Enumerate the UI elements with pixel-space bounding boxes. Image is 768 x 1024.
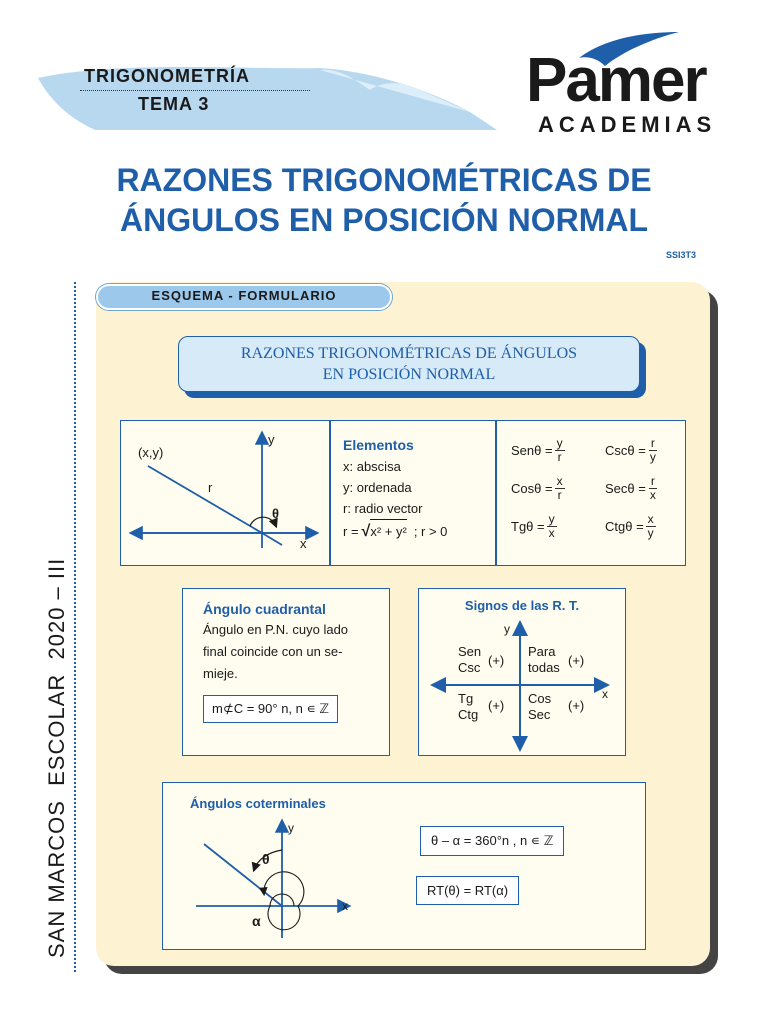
position-diagram	[120, 420, 330, 566]
coterminales-diagram	[162, 782, 646, 950]
elementos-item: y: ordenada	[343, 480, 412, 495]
formula-prefix: r =	[343, 523, 359, 539]
q2-label: Sen Csc	[458, 644, 482, 675]
cuadrantal-text: mieje.	[203, 666, 238, 681]
ratio-cos	[511, 475, 567, 502]
ratio-name: Ctgθ =	[605, 519, 644, 534]
box-title-line-1: RAZONES TRIGONOMÉTRICAS DE ÁNGULOS	[240, 345, 578, 362]
q3-sign: (+)	[488, 698, 505, 713]
elementos-box	[330, 420, 496, 566]
q4-sign: (+)	[568, 698, 585, 713]
ratio-den: y	[649, 450, 656, 464]
ratio-name: Senθ =	[511, 443, 553, 458]
radius-formula	[343, 519, 495, 544]
side-text: SAN MARCOS ESCOLAR 2020 – III	[44, 557, 69, 958]
brand-name: Pamer	[526, 46, 706, 115]
coterminal-formula-1: θ – α = 360°n , n ∊ ℤ	[420, 826, 564, 856]
box-title	[178, 336, 640, 392]
section-tab-label: ESQUEMA - FORMULARIO	[151, 288, 337, 303]
ratio-num: y	[548, 512, 555, 526]
q4-label: Cos Sec	[528, 691, 552, 722]
signos-title: Signos de las R. T.	[464, 598, 580, 613]
header-underline	[80, 90, 310, 91]
q1-label: Para todas	[528, 644, 560, 675]
ratio-num: y	[556, 436, 563, 450]
subject-label: TRIGONOMETRÍA	[84, 66, 250, 86]
y-axis-label: y	[268, 432, 275, 447]
cot-alpha-label: α	[252, 913, 261, 929]
ratio-num: r	[650, 436, 655, 450]
q3-label: Tg Ctg	[458, 691, 479, 722]
ratios-box	[496, 420, 686, 566]
ratio-den: r	[557, 488, 562, 502]
x-axis-label: x	[300, 536, 307, 551]
coterminales-title: Ángulos coterminales	[190, 796, 326, 811]
sqrt-icon: √	[361, 522, 371, 540]
coterminal-formula-2: RT(θ) = RT(α)	[416, 876, 519, 905]
cot-theta-label: θ	[262, 851, 270, 867]
cuadrantal-title: Ángulo cuadrantal	[203, 601, 326, 617]
ratio-den: y	[647, 526, 654, 540]
header-banner	[0, 40, 540, 130]
ratio-den: x	[548, 526, 555, 540]
formula-radicand: x² + y²	[370, 519, 406, 544]
title-line-1: RAZONES TRIGONOMÉTRICAS DE	[116, 162, 652, 198]
point-label: (x,y)	[138, 445, 164, 460]
ratio-den: r	[557, 450, 562, 464]
side-dotted-line	[74, 282, 76, 972]
formula-suffix: ; r > 0	[413, 523, 448, 539]
cuadrantal-box	[182, 588, 390, 756]
ratio-csc	[605, 437, 660, 464]
q1-sign: (+)	[568, 653, 585, 668]
ratio-sen	[511, 437, 567, 464]
doc-code: SSI3T3	[666, 250, 697, 260]
box-title-line-2: EN POSICIÓN NORMAL	[322, 366, 496, 383]
ratio-sec	[605, 475, 660, 502]
ratio-name: Cosθ =	[511, 481, 553, 496]
ratio-num: r	[650, 474, 655, 488]
ratio-tg	[511, 513, 559, 540]
elementos-item: x: abscisa	[343, 459, 401, 474]
ratio-name: Cscθ =	[605, 443, 646, 458]
ratio-name: Tgθ =	[511, 519, 545, 534]
title-line-2: ÁNGULOS EN POSICIÓN NORMAL	[119, 202, 648, 238]
ratio-ctg	[605, 513, 658, 540]
signos-x-label: x	[602, 687, 608, 701]
cot-x-label: x	[342, 899, 348, 913]
page-title	[0, 160, 768, 240]
theta-label: θ	[272, 506, 280, 521]
ratio-num: x	[647, 512, 654, 526]
elementos-title: Elementos	[343, 437, 414, 453]
topic-label: TEMA 3	[138, 94, 210, 114]
r-label: r	[208, 480, 213, 495]
ratio-name: Secθ =	[605, 481, 646, 496]
signos-axes	[418, 588, 626, 756]
brand-sub: ACADEMIAS	[538, 112, 717, 137]
cuadrantal-text: Ángulo en P.N. cuyo lado	[203, 622, 349, 637]
cuadrantal-text: final coincide con un se-	[203, 644, 343, 659]
cot-y-label: y	[288, 821, 294, 835]
signos-y-label: y	[504, 622, 510, 636]
cuadrantal-formula: m⊄C = 90° n, n ∊ ℤ	[203, 695, 338, 723]
elementos-item: r: radio vector	[343, 501, 423, 516]
ratio-num: x	[556, 474, 563, 488]
ratio-den: x	[649, 488, 656, 502]
q2-sign: (+)	[488, 653, 505, 668]
